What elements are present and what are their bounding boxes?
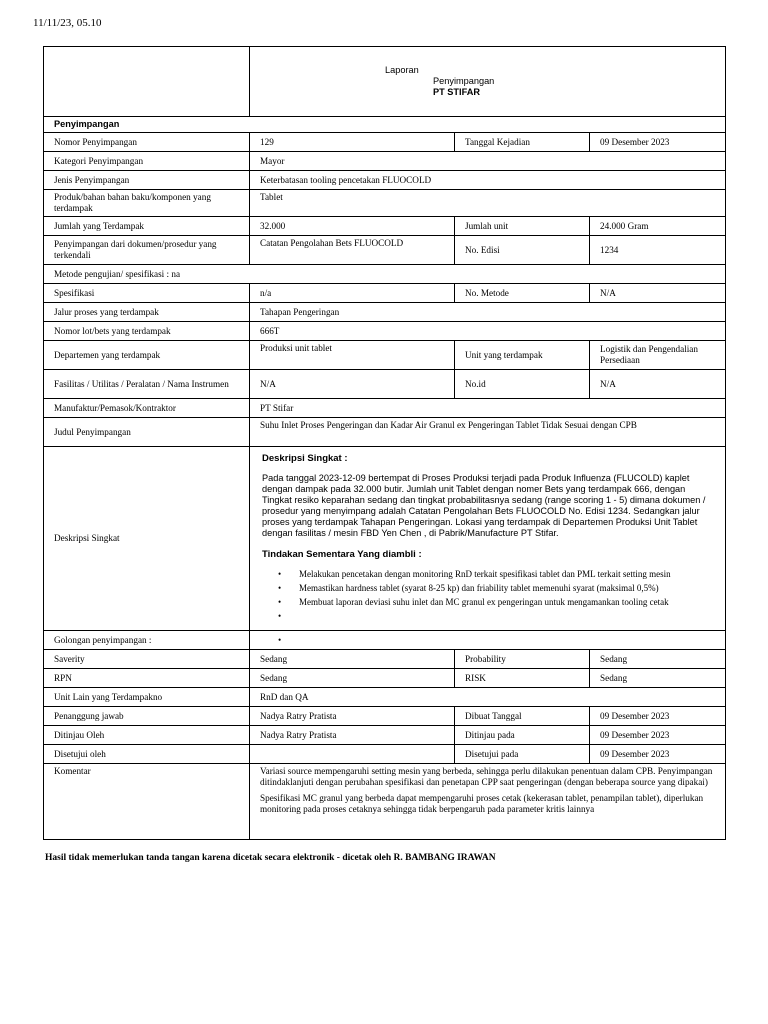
nomor-value: 129 bbox=[250, 133, 455, 152]
jumlah-unit-value: 24.000 Gram bbox=[590, 217, 726, 236]
judul-value: Suhu Inlet Proses Pengeringan dan Kadar Air Granul ex Pengeringan Tablet Tidak Sesuai dengan CPB bbox=[250, 418, 726, 447]
deskripsi-label: Deskripsi Singkat bbox=[44, 447, 250, 631]
noid-value: N/A bbox=[590, 370, 726, 399]
lot-label: Nomor lot/bets yang terdampak bbox=[44, 322, 250, 341]
rpn-value: Sedang bbox=[250, 669, 455, 688]
probability-label: Probability bbox=[455, 650, 590, 669]
dokumen-label: Penyimpangan dari dokumen/prosedur yang terkendali bbox=[44, 236, 250, 265]
ditinjau-pada-label: Ditinjau pada bbox=[455, 726, 590, 745]
tanggal-label: Tanggal Kejadian bbox=[455, 133, 590, 152]
ditinjau-value: Nadya Ratry Pratista bbox=[250, 726, 455, 745]
saverity-label: Saverity bbox=[44, 650, 250, 669]
tindakan-heading: Tindakan Sementara Yang diambli : bbox=[262, 549, 422, 560]
ditinjau-label: Ditinjau Oleh bbox=[44, 726, 250, 745]
jenis-value: Keterbatasan tooling pencetakan FLUOCOLD bbox=[250, 171, 726, 190]
no-metode-value: N/A bbox=[590, 284, 726, 303]
fasilitas-label: Fasilitas / Utilitas / Peralatan / Nama Instrumen bbox=[44, 370, 250, 399]
manufaktur-value: PT Stifar bbox=[250, 399, 726, 418]
edisi-label: No. Edisi bbox=[455, 236, 590, 265]
report-title: Laporan Penyimpangan PT STIFAR bbox=[250, 47, 726, 117]
desc-heading: Deskripsi Singkat : bbox=[262, 453, 348, 464]
metode-row: Metode pengujian/ spesifikasi : na bbox=[44, 265, 726, 284]
unitlain-value: RnD dan QA bbox=[250, 688, 726, 707]
no-metode-label: No. Metode bbox=[455, 284, 590, 303]
rpn-label: RPN bbox=[44, 669, 250, 688]
saverity-value: Sedang bbox=[250, 650, 455, 669]
spesifikasi-value: n/a bbox=[250, 284, 455, 303]
footer-note: Hasil tidak memerlukan tanda tangan karena dicetak secara elektronik - dicetak oleh R. BAMBANG IRAWAN bbox=[45, 853, 496, 863]
produk-value: Tablet bbox=[250, 190, 726, 217]
penanggung-value: Nadya Ratry Pratista bbox=[250, 707, 455, 726]
manufaktur-label: Manufaktur/Pemasok/Kontraktor bbox=[44, 399, 250, 418]
komentar-2: Spesifikasi MC granul yang berbeda dapat mempengaruhi proses cetak (kekerasan tablet, penampilan tablet), diperlukan monitoring pada proses cetaknya sehingga tidak berpengaruh pada parameter kritis lainnya bbox=[260, 793, 704, 814]
ditinjau-pada-value: 09 Desember 2023 bbox=[590, 726, 726, 745]
deviation-report-table bbox=[43, 46, 726, 840]
tindakan-list bbox=[262, 569, 713, 623]
noid-label: No.id bbox=[455, 370, 590, 399]
lot-value: 666T bbox=[250, 322, 726, 341]
kategori-value: Mayor bbox=[250, 152, 726, 171]
penanggung-label: Penanggung jawab bbox=[44, 707, 250, 726]
edisi-value: 1234 bbox=[590, 236, 726, 265]
risk-label: RISK bbox=[455, 669, 590, 688]
jumlah-label: Jumlah yang Terdampak bbox=[44, 217, 250, 236]
section-heading: Penyimpangan bbox=[44, 117, 726, 133]
unitlain-label: Unit Lain yang Terdampakno bbox=[44, 688, 250, 707]
dokumen-value: Catatan Pengolahan Bets FLUOCOLD bbox=[250, 236, 455, 265]
jumlah-value: 32.000 bbox=[250, 217, 455, 236]
dibuat-value: 09 Desember 2023 bbox=[590, 707, 726, 726]
komentar-value bbox=[250, 764, 726, 840]
nomor-label: Nomor Penyimpangan bbox=[44, 133, 250, 152]
jalur-value: Tahapan Pengeringan bbox=[250, 303, 726, 322]
list-item: • Membuat laporan deviasi suhu inlet dan MC granul ex pengeringan untuk mengamankan tooling cetak bbox=[272, 597, 713, 608]
produk-label: Produk/bahan bahan baku/komponen yang terdampak bbox=[44, 190, 250, 217]
disetujui-pada-label: Disetujui pada bbox=[455, 745, 590, 764]
desc-text: Pada tanggal 2023-12-09 bertempat di Proses Produksi terjadi pada Produk Influenza (FLUCOLD) kaplet dengan dampak pada 32.000 butir. Jumlah unit Tablet dengan nomer Bets yang terdampak 666, dengan Tingkat resiko keparahan sedang dan tingkat probabilitasnya sedang (range scoring 1 - 5) dimana dokumen / prosedur yang menyimpang adalah Catatan Pengolahan Bets FLUOCOLD No. Edisi 1234. Sedangkan jalur proses yang terdampak Tahapan Pengeringan. Lokasi yang terdampak di Departemen Produksi Unit Tablet dengan fasilitas / mesin FBD Yen Chen , di Pabrik/Manufacture PT Stifar. bbox=[262, 473, 706, 538]
disetujui-value bbox=[250, 745, 455, 764]
print-date: 11/11/23, 05.10 bbox=[33, 17, 102, 29]
jenis-label: Jenis Penyimpangan bbox=[44, 171, 250, 190]
komentar-1: Variasi source mempengaruhi setting mesin yang berbeda, sehingga perlu dilakukan penentuan dalam CPB. Penyimpangan ditindaklanjuti dengan perubahan spesifikasi dan penetapan CPP saat pengeringan (dengan beberapa source yang dipakai) bbox=[260, 766, 713, 787]
departemen-label: Departemen yang terdampak bbox=[44, 341, 250, 370]
kategori-label: Kategori Penyimpangan bbox=[44, 152, 250, 171]
deskripsi-value bbox=[250, 447, 726, 631]
probability-value: Sedang bbox=[590, 650, 726, 669]
fasilitas-value: N/A bbox=[250, 370, 455, 399]
list-item: • Memastikan hardness tablet (syarat 8-25 kp) dan friability tablet memenuhi syarat (maksimal 0,5%) bbox=[272, 583, 713, 594]
unit-value: Logistik dan Pengendalian Persediaan bbox=[590, 341, 726, 370]
disetujui-pada-value: 09 Desember 2023 bbox=[590, 745, 726, 764]
tanggal-value: 09 Desember 2023 bbox=[590, 133, 726, 152]
komentar-label: Komentar bbox=[44, 764, 250, 840]
empty-bullet bbox=[272, 611, 713, 623]
unit-label: Unit yang terdampak bbox=[455, 341, 590, 370]
jalur-label: Jalur proses yang terdampak bbox=[44, 303, 250, 322]
golongan-label: Golongan penyimpangan : bbox=[44, 631, 250, 650]
disetujui-label: Disetujui oleh bbox=[44, 745, 250, 764]
jumlah-unit-label: Jumlah unit bbox=[455, 217, 590, 236]
list-item: • Melakukan pencetakan dengan monitoring RnD terkait spesifikasi tablet dan PML terkait setting mesin bbox=[272, 569, 713, 580]
dibuat-label: Dibuat Tanggal bbox=[455, 707, 590, 726]
risk-value: Sedang bbox=[590, 669, 726, 688]
title-spacer bbox=[44, 47, 250, 117]
golongan-value: • bbox=[250, 631, 726, 650]
departemen-value: Produksi unit tablet bbox=[250, 341, 455, 370]
judul-label: Judul Penyimpangan bbox=[44, 418, 250, 447]
spesifikasi-label: Spesifikasi bbox=[44, 284, 250, 303]
